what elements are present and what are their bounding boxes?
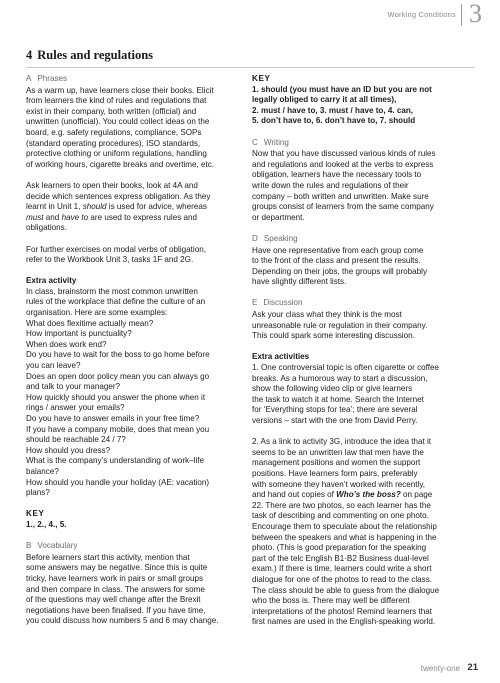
extra-activity-list: [26, 287, 242, 499]
text-line: should be reachable 24 / 7?: [26, 435, 126, 445]
text-line: This could spark some interesting discussion.: [252, 331, 415, 341]
heading-a: [26, 74, 242, 85]
extra-activity-2: [252, 437, 472, 628]
text-line: (standard operating procedures), ISO standards,: [26, 138, 201, 148]
text-line: Encourage them to speculate about the relationship: [252, 521, 437, 531]
text-line: first names are used in the English-speaking world.: [252, 617, 436, 627]
text-line: between the speakers and what is happening in the: [252, 532, 437, 542]
text-line: or department.: [252, 212, 305, 222]
text-line: negotiations have been finalised. If you have time,: [26, 605, 206, 615]
text-line: you can leave?: [26, 361, 81, 371]
text-line: Ask your class what they think is the most: [252, 310, 402, 320]
section-title-text: Rules and regulations: [37, 48, 154, 62]
key-heading: KEY: [252, 74, 271, 83]
heading-e-title: Discussion: [263, 298, 303, 308]
text-line: and hand out copies of Who’s the boss? on page: [252, 490, 433, 500]
heading-d: [252, 234, 472, 245]
text-line: dialogue for one of the photos to read to the class.: [252, 574, 432, 584]
text-line: have slightly different lists.: [252, 277, 347, 287]
text-line: refer to the Workbook Unit 3, tasks 1F and 2G.: [26, 255, 194, 265]
text-line: 5. don’t have to, 6. don’t have to, 7. should: [252, 116, 416, 126]
text-line: plans?: [26, 488, 50, 498]
text-line: show the following video clip or give learners: [252, 384, 413, 394]
text-line: who the boss is. There may well be different: [252, 596, 410, 606]
text-line: Do you have to wait for the boss to go home before: [26, 350, 210, 360]
text-line: management positions and women the support: [252, 458, 421, 468]
text-line: In class, brainstorm the most common unwritten: [26, 286, 198, 296]
heading-e-letter: E: [252, 298, 258, 308]
key-answers: 1., 2., 4., 5.: [26, 519, 67, 529]
extra-activity-heading: Extra activity: [26, 276, 77, 286]
text-line: 22. There are two photos, so each learner has the: [252, 500, 431, 510]
heading-e: [252, 298, 472, 309]
text-line: If you have a company mobile, does that mean you: [26, 424, 210, 434]
text-line: Depending on their jobs, the groups will probably: [252, 266, 428, 276]
text-line: breaks. As a humorous way to start a discussion,: [252, 373, 428, 383]
text-line: learnt in Unit 1, should is used for advice, whereas: [26, 202, 207, 212]
text-line: What is the company’s understanding of work–life: [26, 456, 205, 466]
text-line: exam.) If there is time, learners could write a short: [252, 564, 432, 574]
text-line: 2. As a link to activity 3G, introduce the idea that it: [252, 437, 432, 447]
page-number-word: twenty-one: [420, 664, 460, 673]
section-number: 4: [26, 48, 33, 62]
text-line: Does an open door policy mean you can always go: [26, 371, 210, 381]
text-line: Before learners start this activity, mention that: [26, 552, 190, 562]
text-line: seems to be an unwritten law that men have the: [252, 447, 424, 457]
text-line: 2. must / have to, 3. must / have to, 4. can,: [252, 105, 414, 115]
heading-c-title: Writing: [263, 137, 289, 147]
extra-activity-1: [252, 363, 472, 427]
paragraph-e: [252, 310, 472, 342]
text-line: to the front of the class and present the results.: [252, 256, 421, 266]
text-line: Ask learners to open their books, look at 4A and: [26, 180, 198, 190]
text-line: 1. should (you must have an ID but you are not: [252, 84, 432, 94]
running-header-title: Working Conditions: [387, 10, 456, 19]
text-line: protective clothing or uniform regulations, handling: [26, 149, 207, 159]
paragraph-a1: [26, 86, 242, 171]
heading-d-title: Speaking: [263, 233, 298, 243]
text-line: The class should be able to guess from the dialogue: [252, 585, 440, 595]
text-line: How should you dress?: [26, 445, 111, 455]
text-line: write down the rules and regulations of their: [252, 180, 409, 190]
extra-activities-heading: Extra activities: [252, 352, 310, 362]
paragraph-d: [252, 246, 472, 288]
title-divider: [26, 67, 474, 68]
text-line: When does work end?: [26, 339, 107, 349]
text-line: of working hours, cigarette breaks and overtime, etc.: [26, 159, 215, 169]
text-line: some answers may be negative. Since this is quite: [26, 563, 208, 573]
text-line: How should you handle your holiday (AE: vacation): [26, 477, 210, 487]
text-line: company – both written and unwritten. Make sure: [252, 191, 429, 201]
text-line: and regulations and looked at the verbs to express: [252, 159, 434, 169]
heading-c: [252, 138, 472, 149]
text-line: legally obliged to carry it at all times),: [252, 95, 397, 105]
heading-c-letter: C: [252, 137, 258, 147]
text-line: and then compare in class. The answers for some: [26, 584, 205, 594]
text-line: How quickly should you answer the phone when it: [26, 392, 206, 402]
text-line: What does flexitime actually mean?: [26, 318, 154, 328]
text-line: you could discuss how numbers 5 and 6 may change.: [26, 616, 219, 626]
heading-a-title: Phrases: [37, 74, 68, 83]
text-line: obligation, learners have the necessary tools to: [252, 170, 422, 180]
key-answers: [252, 85, 472, 127]
paragraph-a2: [26, 181, 242, 234]
text-line: from learners the kind of rules and regulations that: [26, 96, 207, 106]
right-column: [252, 74, 472, 628]
text-line: How important is punctuality?: [26, 329, 132, 339]
text-line: with someone they haven’t worked with recently,: [252, 479, 426, 489]
heading-a-letter: A: [26, 74, 32, 83]
text-line: versions – start with the one from David Perry.: [252, 416, 418, 425]
text-line: task of describing and commenting on one photo.: [252, 511, 429, 521]
text-line: For further exercises on modal verbs of obligation,: [26, 244, 206, 254]
text-line: obligations.: [26, 223, 67, 233]
unit-number: 3: [469, 0, 482, 28]
key-heading: KEY: [26, 509, 45, 519]
text-line: decide which sentences express obligation. As they: [26, 191, 211, 201]
text-line: exist in their company, both written (official) and: [26, 106, 197, 116]
text-line: part of the telc English B1·B2 Business dual-level: [252, 553, 429, 563]
heading-b: [26, 541, 242, 552]
text-line: unreasonable rule or regulation in their company.: [252, 320, 428, 330]
text-line: and talk to your manager?: [26, 382, 121, 392]
text-line: rules of the workplace that define the culture of an: [26, 297, 206, 307]
text-line: As a warm up, have learners close their books. Elicit: [26, 85, 214, 95]
text-line: Have one representative from each group come: [252, 245, 424, 255]
page-number: 21: [467, 662, 478, 673]
text-line: unwritten (unofficial). You could collect ideas on the: [26, 117, 210, 127]
text-line: organisation. Here are some examples:: [26, 308, 168, 318]
text-line: board, e.g. safety regulations, compliance, SOPs: [26, 127, 202, 137]
section-title: [26, 48, 153, 63]
text-line: balance?: [26, 466, 59, 476]
text-line: Do you have to answer emails in your free time?: [26, 414, 200, 423]
paragraph-b: [26, 553, 242, 627]
left-column: [26, 74, 242, 627]
text-line: interpretations of the photos! Remind learners that: [252, 606, 432, 616]
text-line: tricky, have learners work in pairs or small groups: [26, 573, 204, 583]
text-line: groups consist of learners from the same company: [252, 202, 434, 212]
text-line: of the questions may well change after the Brexit: [26, 595, 201, 605]
heading-b-letter: B: [26, 541, 32, 551]
text-line: Now that you have discussed various kinds of rules: [252, 149, 436, 159]
heading-d-letter: D: [252, 233, 258, 243]
text-line: rings / answer your emails?: [26, 403, 125, 413]
text-line: 1. One controversial topic is often cigarette or coffee: [252, 363, 440, 373]
text-line: photo. (This is good preparation for the speaking: [252, 543, 427, 553]
text-line: the task to watch it at home. Search the Internet: [252, 394, 424, 404]
text-line: positions. Have learners form pairs, preferably: [252, 468, 418, 478]
text-line: must and have to are used to express rules and: [26, 212, 198, 222]
paragraph-a3: [26, 245, 242, 266]
paragraph-c: [252, 149, 472, 223]
heading-b-title: Vocabulary: [37, 541, 78, 551]
header-divider: [461, 4, 462, 26]
text-line: for ‘Everything stops for tea’; there are several: [252, 405, 418, 415]
